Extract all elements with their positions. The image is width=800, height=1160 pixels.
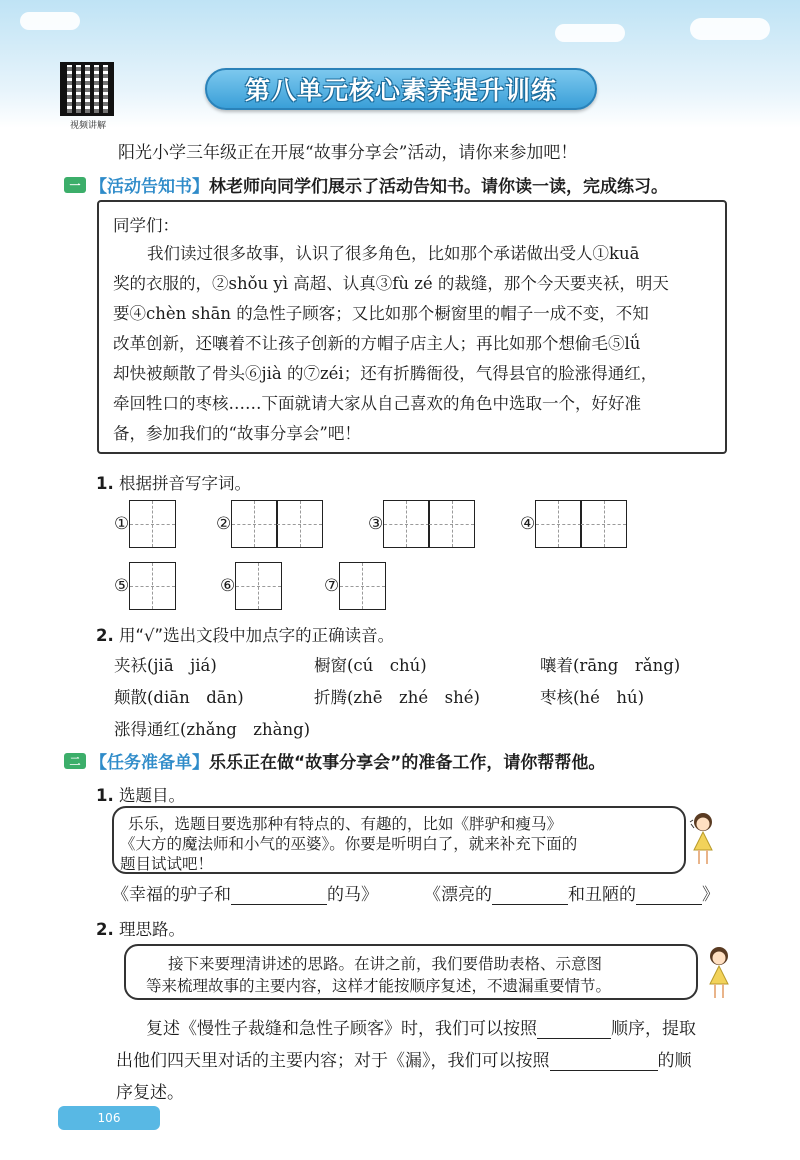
- section-2-heading: [64, 748, 605, 773]
- notice-letter-box: [97, 200, 727, 454]
- fill-text: 》: [702, 885, 719, 905]
- fill-text: 的顺: [657, 1051, 692, 1071]
- writing-cell[interactable]: [428, 500, 475, 548]
- letter-line: 牵回牲口的枣核……下面就请大家从自己喜欢的角色中选取一个，好好准: [113, 394, 641, 413]
- pinyin-choice[interactable]: 折腾(zhē zhé shé): [314, 688, 480, 707]
- intro-text: 阳光小学三年级正在开展“故事分享会”活动，请你来参加吧！: [118, 143, 578, 163]
- question-number: 2.: [96, 626, 114, 645]
- cloud-decoration: [20, 12, 80, 30]
- question-number: 1.: [96, 786, 114, 805]
- speech-bubble-2: [124, 944, 698, 1000]
- letter-line: 却快被颠散了骨头⑥jià 的⑦zéi；还有折腾衙役，气得县官的脸涨得通红，: [113, 364, 658, 383]
- writing-cell[interactable]: [339, 562, 386, 610]
- writing-cell[interactable]: [383, 500, 430, 548]
- sub-question-1: [96, 782, 185, 806]
- answer-box-6: [220, 562, 282, 610]
- question-text: 用“√”选出文段中加点字的正确读音。: [119, 626, 395, 645]
- question-text: 理思路。: [119, 920, 185, 939]
- section-number-icon: 二: [64, 753, 86, 769]
- answer-blank[interactable]: [550, 1053, 658, 1071]
- answer-box-2: [216, 500, 323, 548]
- girl-character-icon: [704, 944, 734, 1002]
- bubble-line: 乐乐，选题目要选那种有特点的、有趣的，比如《胖驴和瘦马》: [128, 815, 563, 833]
- answer-blank[interactable]: [492, 887, 568, 905]
- answer-box-7: [324, 562, 386, 610]
- fill-text: 出他们四天里对话的主要内容；对于《漏》，我们可以按照: [116, 1051, 550, 1071]
- section-1-heading: [64, 172, 668, 197]
- letter-greeting: 同学们：: [113, 216, 179, 235]
- question-text: 根据拼音写字词。: [119, 474, 251, 493]
- fill-text: 复述《慢性子裁缝和急性子顾客》时，我们可以按照: [146, 1019, 537, 1039]
- writing-cell[interactable]: [129, 562, 176, 610]
- cloud-decoration: [690, 18, 770, 40]
- answer-blank[interactable]: [537, 1021, 611, 1039]
- letter-line: 改革创新，还嚷着不让孩子创新的方帽子店主人；再比如那个想偷毛⑤lǘ: [113, 334, 641, 353]
- fill-text: 的马》: [327, 885, 378, 905]
- fill-in-line-2: [424, 880, 719, 905]
- question-text: 选题目。: [119, 786, 185, 805]
- writing-cell[interactable]: [580, 500, 627, 548]
- item-label: ⑤: [114, 576, 130, 596]
- question-1: [96, 470, 251, 494]
- paragraph-line: [116, 1046, 692, 1071]
- answer-box-1: [114, 500, 176, 548]
- item-label: ⑥: [220, 576, 236, 596]
- pinyin-choice[interactable]: 枣核(hé hú): [540, 688, 645, 707]
- bubble-line: 等来梳理故事的主要内容，这样才能按顺序复述，不遗漏重要情节。: [146, 977, 612, 995]
- sub-question-2: [96, 916, 185, 940]
- girl-character-icon: [688, 810, 718, 868]
- page-number-badge: [58, 1106, 160, 1130]
- letter-line: 要④chèn shān 的急性子顾客；又比如那个橱窗里的帽子一成不变，不知: [113, 304, 649, 323]
- section-tag: 【任务准备单】: [90, 753, 209, 773]
- pinyin-choice[interactable]: 颠散(diān dān): [114, 688, 244, 707]
- answer-box-3: [368, 500, 475, 548]
- item-label: ④: [520, 514, 536, 534]
- speech-bubble-1: [112, 806, 686, 874]
- answer-box-4: [520, 500, 627, 548]
- item-label: ③: [368, 514, 384, 534]
- paragraph-line: 序复述。: [116, 1083, 184, 1103]
- writing-cell[interactable]: [535, 500, 582, 548]
- section-text: 林老师向同学们展示了活动告知书。请你读一读，完成练习。: [209, 177, 668, 197]
- letter-line: 备，参加我们的“故事分享会”吧！: [113, 424, 361, 443]
- section-text: 乐乐正在做“故事分享会”的准备工作，请你帮帮他。: [209, 753, 606, 773]
- section-tag: 【活动告知书】: [90, 177, 209, 197]
- section-number-icon: 一: [64, 177, 86, 193]
- cloud-decoration: [555, 24, 625, 42]
- qr-code[interactable]: [60, 62, 114, 116]
- item-label: ⑦: [324, 576, 340, 596]
- writing-cell[interactable]: [129, 500, 176, 548]
- fill-text: 和丑陋的: [568, 885, 636, 905]
- answer-blank[interactable]: [231, 887, 327, 905]
- question-number: 1.: [96, 474, 114, 493]
- fill-text: 《幸福的驴子和: [112, 885, 231, 905]
- letter-line: 我们读过很多故事，认识了很多角色，比如那个承诺做出受人①kuā: [147, 244, 640, 263]
- writing-cell[interactable]: [235, 562, 282, 610]
- page-number: 106: [97, 1111, 121, 1125]
- bubble-line: 《大方的魔法师和小气的巫婆》。你要是听明白了，就来补充下面的: [120, 835, 578, 853]
- writing-cell[interactable]: [276, 500, 323, 548]
- fill-text: 《漂亮的: [424, 885, 492, 905]
- fill-in-line-1: [112, 880, 378, 905]
- page-title: 第八单元核心素养提升训练: [205, 68, 597, 110]
- letter-line: 奖的衣服的，②shǒu yì 高超、认真③fù zé 的裁缝，那个今天要夹袄，明天: [113, 274, 669, 293]
- pinyin-choice[interactable]: 橱窗(cú chú): [314, 656, 427, 675]
- bubble-line: 题目试试吧！: [120, 855, 214, 873]
- qr-label: 视频讲解: [69, 121, 106, 131]
- question-number: 2.: [96, 920, 114, 939]
- pinyin-choice[interactable]: 夹袄(jiā jiá): [114, 656, 217, 675]
- writing-cell[interactable]: [231, 500, 278, 548]
- question-2: [96, 622, 394, 646]
- item-label: ①: [114, 514, 130, 534]
- answer-blank[interactable]: [636, 887, 702, 905]
- pinyin-choice[interactable]: 涨得通红(zhǎng zhàng): [114, 720, 311, 739]
- pinyin-choice[interactable]: 嚷着(rāng rǎng): [540, 656, 681, 675]
- bubble-line: 接下来要理清讲述的思路。在讲之前，我们要借助表格、示意图: [168, 955, 603, 973]
- paragraph-line: [146, 1014, 696, 1039]
- fill-text: 顺序，提取: [611, 1019, 696, 1039]
- item-label: ②: [216, 514, 232, 534]
- answer-box-5: [114, 562, 176, 610]
